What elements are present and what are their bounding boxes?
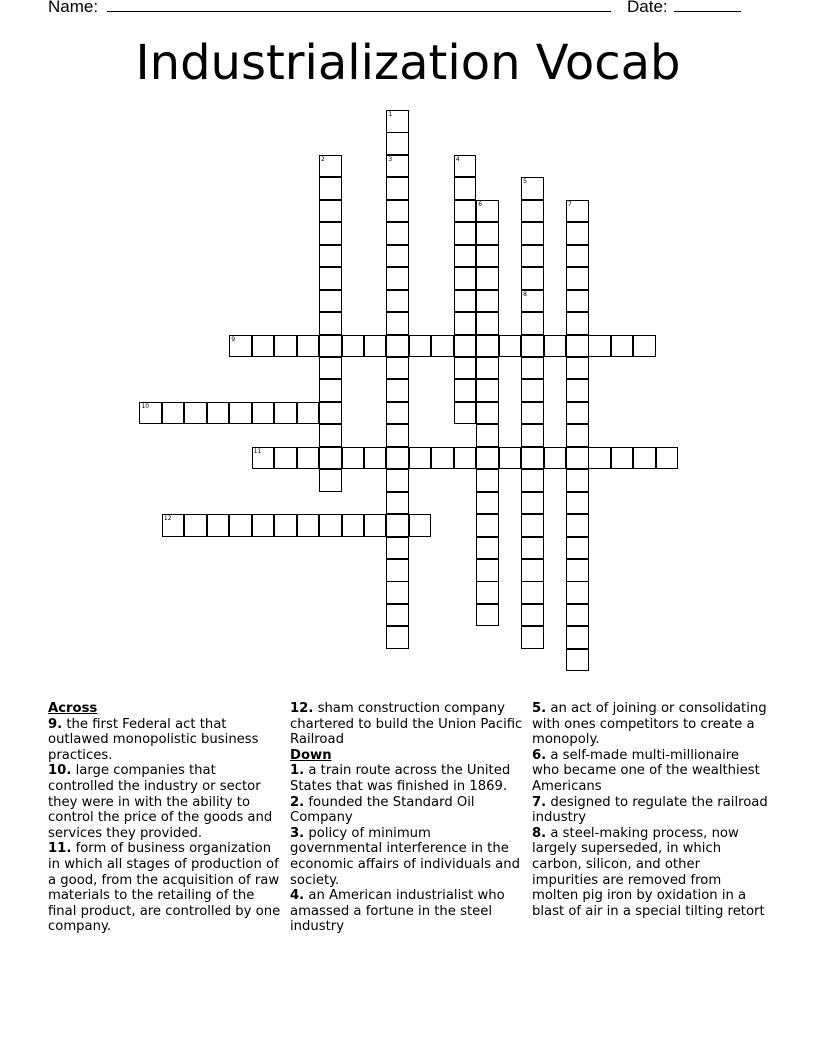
page-title: Industrialization Vocab [135,35,681,91]
grid-cell[interactable] [319,267,342,290]
grid-cell[interactable] [521,626,544,649]
grid-cell[interactable] [454,335,477,358]
grid-cell[interactable] [476,200,499,223]
grid-cell[interactable] [454,200,477,223]
grid-cell[interactable] [521,290,544,313]
grid-cell[interactable] [207,514,230,537]
grid-cell[interactable] [611,335,634,358]
grid-cell[interactable] [386,200,409,223]
grid-cell[interactable] [611,447,634,470]
grid-cell[interactable] [566,604,589,627]
grid-cell[interactable] [566,537,589,560]
grid-cell[interactable] [566,402,589,425]
grid-cell[interactable] [386,424,409,447]
grid-cell[interactable] [319,245,342,268]
grid-cell[interactable] [409,335,432,358]
grid-cell[interactable] [566,626,589,649]
clue-number: 2 [321,155,325,163]
grid-cell[interactable] [319,177,342,200]
grid-cell[interactable] [319,514,342,537]
grid-cell[interactable] [521,200,544,223]
grid-cell[interactable] [386,267,409,290]
grid-cell[interactable] [409,447,432,470]
clue-number: 9 [231,335,236,343]
grid-cell[interactable] [431,447,454,470]
grid-cell[interactable] [521,447,544,470]
name-label: Name: [48,0,99,16]
grid-cell[interactable] [521,537,544,560]
clue-down-6: 6. a self-made multi-millionaire who became one of the wealthiest Americans [532,747,760,794]
grid-cell[interactable] [386,357,409,380]
grid-cell[interactable] [476,290,499,313]
grid-cell[interactable] [476,379,499,402]
grid-cell[interactable] [566,469,589,492]
grid-cell[interactable] [297,514,320,537]
grid-cell[interactable] [476,245,499,268]
clue-down-8: 8. a steel-making process, now largely superseded, in which carbon, silicon, and other impurities are removed from molten pig iron by oxidation in a blast of air in a special tilting retort [532,825,765,919]
grid-cell[interactable] [566,357,589,380]
grid-cell[interactable] [184,402,207,425]
grid-cell[interactable] [454,222,477,245]
grid-cell[interactable] [476,267,499,290]
grid-cell[interactable] [566,335,589,358]
grid-cell[interactable] [566,267,589,290]
grid-cell[interactable] [476,469,499,492]
grid-cell[interactable] [476,537,499,560]
grid-cell[interactable] [476,559,499,582]
date-label: Date: [627,0,668,16]
grid-cell[interactable] [274,447,297,470]
grid-cell[interactable] [274,402,297,425]
grid-cell[interactable] [544,335,567,358]
clue-down-1: 1. a train route across the United States that was finished in 1869. [290,763,511,794]
grid-cell[interactable] [476,357,499,380]
clue-down-3: 3. policy of minimum governmental interference in the economic affairs of individuals and society. [290,825,520,888]
clue-number: 5 [523,178,527,186]
grid-cell[interactable] [386,379,409,402]
grid-cell[interactable] [319,222,342,245]
grid-cell[interactable] [364,514,387,537]
grid-cell[interactable] [566,424,589,447]
clue-number: 12 [163,515,172,523]
clue-across-12: 12. sham construction company chartered to build the Union Pacific Railroad [290,701,523,748]
grid-cell[interactable] [386,132,409,155]
grid-cell[interactable] [386,402,409,425]
grid-cell[interactable] [521,245,544,268]
grid-cell[interactable] [386,312,409,335]
grid-cell[interactable] [252,335,275,358]
grid-cell[interactable] [297,335,320,358]
grid-cell[interactable] [319,379,342,402]
grid-cell[interactable] [521,492,544,515]
grid-cell[interactable] [319,155,342,178]
clue-number: 6 [478,200,483,208]
grid-cell[interactable] [386,537,409,560]
grid-cell[interactable] [454,290,477,313]
grid-cell[interactable] [566,222,589,245]
grid-cell[interactable] [521,267,544,290]
grid-cell[interactable] [409,514,432,537]
grid-cell[interactable] [454,245,477,268]
grid-cell[interactable] [319,402,342,425]
grid-cell[interactable] [364,335,387,358]
grid-cell[interactable] [297,402,320,425]
grid-cell[interactable] [544,447,567,470]
grid-cell[interactable] [319,290,342,313]
grid-cell[interactable] [454,379,477,402]
clue-down-5: 5. an act of joining or consolidating with ones competitors to create a monopoly. [532,701,767,748]
grid-cell[interactable] [521,335,544,358]
clue-down-7: 7. designed to regulate the railroad industry [532,794,768,826]
grid-cell[interactable] [521,469,544,492]
grid-cell[interactable] [274,335,297,358]
grid-cell[interactable] [386,492,409,515]
grid-cell[interactable] [476,312,499,335]
clue-across-10: 10. large companies that controlled the industry or sector they were in with the ability to control the price of the goods and services they provided. [48,763,273,841]
grid-cell[interactable] [588,335,611,358]
grid-cell[interactable] [454,312,477,335]
grid-cell[interactable] [521,357,544,380]
grid-cell[interactable] [476,222,499,245]
grid-cell[interactable] [319,312,342,335]
clue-number: 11 [253,447,262,455]
grid-cell[interactable] [566,649,589,672]
grid-cell[interactable] [566,581,589,604]
grid-cell[interactable] [566,492,589,515]
grid-cell[interactable] [207,402,230,425]
grid-cell[interactable] [454,155,477,178]
grid-cell[interactable] [521,514,544,537]
grid-cell[interactable] [139,402,162,425]
grid-cell[interactable] [229,402,252,425]
grid-cell[interactable] [386,581,409,604]
grid-cell[interactable] [521,604,544,627]
clue-down-4: 4. an American industrialist who amassed a fortune in the steel industry [290,888,505,935]
grid-cell[interactable] [476,604,499,627]
grid-cell[interactable] [633,447,656,470]
clue-number: 1 [388,111,393,118]
grid-cell[interactable] [454,177,477,200]
grid-cell[interactable] [319,357,342,380]
grid-cell[interactable] [521,424,544,447]
clue-number: 10 [141,402,150,410]
grid-cell[interactable] [297,447,320,470]
grid-cell[interactable] [566,290,589,313]
across-heading: Across [48,701,98,716]
down-heading: Down [290,747,332,763]
grid-cell[interactable] [386,559,409,582]
grid-cell[interactable] [319,469,342,492]
grid-cell[interactable] [386,155,409,178]
grid-cell[interactable] [566,200,589,223]
grid-cell[interactable] [162,514,185,537]
grid-cell[interactable] [566,379,589,402]
grid-cell[interactable] [274,514,297,537]
grid-cell[interactable] [229,335,252,358]
grid-cell[interactable] [499,447,522,470]
clue-number: 4 [455,155,460,163]
grid-cell[interactable] [566,245,589,268]
grid-cell[interactable] [386,177,409,200]
grid-cell[interactable] [476,424,499,447]
grid-cell[interactable] [454,447,477,470]
grid-cell[interactable] [252,402,275,425]
grid-cell[interactable] [386,335,409,358]
grid-cell[interactable] [386,222,409,245]
grid-cell[interactable] [476,335,499,358]
grid-cell[interactable] [476,514,499,537]
grid-cell[interactable] [162,402,185,425]
grid-cell[interactable] [319,424,342,447]
grid-cell[interactable] [319,200,342,223]
grid-cell[interactable] [656,447,679,470]
grid-cell[interactable] [252,447,275,470]
grid-cell[interactable] [454,267,477,290]
clues-column-2 [290,701,526,935]
grid-cell[interactable] [184,514,207,537]
clues-column-3 [532,701,768,919]
grid-cell[interactable] [521,559,544,582]
grid-cell[interactable] [566,559,589,582]
clue-across-9: 9. the first Federal act that outlawed monopolistic business practices. [48,716,259,763]
grid-cell[interactable] [521,177,544,200]
grid-cell[interactable] [319,447,342,470]
grid-cell[interactable] [454,357,477,380]
grid-cell[interactable] [521,222,544,245]
grid-cell[interactable] [521,379,544,402]
clue-number: 8 [523,290,527,298]
clue-down-2: 2. founded the Standard Oil Company [290,794,475,826]
grid-cell[interactable] [386,469,409,492]
grid-cell[interactable] [521,312,544,335]
clues-column-1 [48,701,284,935]
grid-cell[interactable] [521,581,544,604]
grid-cell[interactable] [386,110,409,133]
grid-cell[interactable] [476,402,499,425]
grid-cell[interactable] [342,335,365,358]
grid-cell[interactable] [566,312,589,335]
grid-cell[interactable] [454,402,477,425]
grid-cell[interactable] [588,447,611,470]
grid-cell[interactable] [229,514,252,537]
grid-cell[interactable] [476,581,499,604]
grid-cell[interactable] [566,447,589,470]
grid-cell[interactable] [319,335,342,358]
grid-cell[interactable] [342,447,365,470]
clue-number: 7 [568,200,572,208]
grid-cell[interactable] [386,447,409,470]
grid-cell[interactable] [386,626,409,649]
grid-cell[interactable] [431,335,454,358]
grid-cell[interactable] [386,290,409,313]
grid-cell[interactable] [342,514,365,537]
grid-cell[interactable] [521,402,544,425]
grid-cell[interactable] [633,335,656,358]
clue-across-11: 11. form of business organization in which all stages of production of a good, from the acquisition of raw materials to the retailing of the final product, are controlled by one company. [48,841,281,935]
grid-cell[interactable] [499,335,522,358]
clue-number: 3 [388,155,393,163]
grid-cell[interactable] [476,492,499,515]
grid-cell[interactable] [364,447,387,470]
grid-cell[interactable] [386,245,409,268]
grid-cell[interactable] [476,447,499,470]
grid-cell[interactable] [252,514,275,537]
grid-cell[interactable] [566,514,589,537]
grid-cell[interactable] [386,514,409,537]
grid-cell[interactable] [386,604,409,627]
